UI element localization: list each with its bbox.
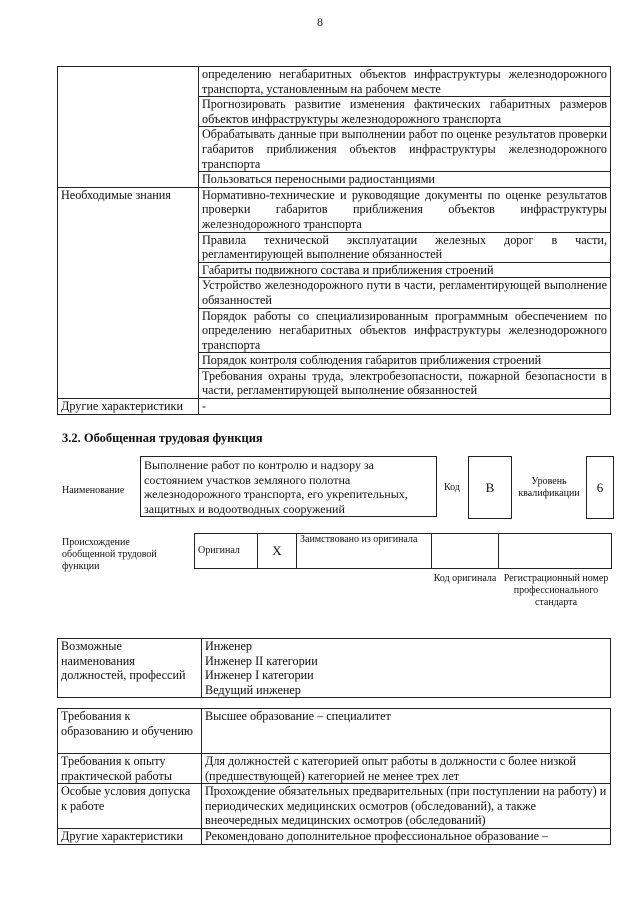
knowledge-item: Устройство железнодорожного пути в части, регламентирующей выполнение обязанностей <box>199 278 611 308</box>
qualification-level-label: Уровень квалификации <box>518 476 580 499</box>
knowledge-item: Порядок работы со специализированным программным обеспечением по определению негабаритных объектов инфраструктуры железнодорожного транспорта <box>199 308 611 353</box>
position-item: Инженер II категории <box>205 653 318 668</box>
knowledge-item: Нормативно-технические и руководящие документы по оценке результатов проверки габаритов приближения объектов инфраструктуры железнодорожного транспорта <box>199 187 611 232</box>
borrowed-label: Заимствовано из оригинала <box>297 534 432 569</box>
requirement-value: Высшее образование – специалитет <box>202 709 611 754</box>
code-label: Код <box>444 482 460 493</box>
skill-item: определению негабаритных объектов инфраструктуры железнодорожного транспорта, установленным на рабочем месте <box>199 67 611 97</box>
other-characteristics-value: - <box>199 399 611 415</box>
requirement-value: Для должностей с категорией опыт работы в должности с более низкой (предшествующей) категорией не менее трех лет <box>202 754 611 784</box>
requirements-table <box>57 708 611 845</box>
position-item: Инженер <box>205 639 253 653</box>
skill-item: Прогнозировать развитие изменения фактических габаритных размеров объектов инфраструктуры железнодорожного транспорта <box>199 97 611 127</box>
original-code-cell <box>432 534 499 569</box>
section-title: 3.2. Обобщенная трудовая функция <box>62 431 263 445</box>
positions-label: Возможные наименования должностей, профессий <box>58 639 202 698</box>
other-characteristics-label: Другие характеристики <box>58 399 199 415</box>
requirement-value: Рекомендовано дополнительное профессиональное образование – <box>202 828 611 844</box>
original-mark: X <box>258 534 297 569</box>
origin-table <box>194 533 612 569</box>
requirement-label: Требования к образованию и обучению <box>58 709 202 754</box>
requirement-label: Требования к опыту практической работы <box>58 754 202 784</box>
skill-item: Пользоваться переносными радиостанциями <box>199 172 611 188</box>
requirement-label: Другие характеристики <box>58 828 202 844</box>
knowledge-item: Правила технической эксплуатации железных дорог в части, регламентирующей выполнение обязанностей <box>199 232 611 262</box>
original-label: Оригинал <box>195 534 258 569</box>
registration-number-caption: Регистрационный номер профессионального стандарта <box>503 573 609 608</box>
function-name-box: Выполнение работ по контролю и надзору за состоянием участков земляного полотна железнодорожного транспорта, его укрепительных, защитных и водоотводных сооружений <box>140 456 437 517</box>
registration-number-cell <box>499 534 612 569</box>
knowledge-label: Необходимые знания <box>58 187 199 398</box>
skill-item: Обрабатывать данные при выполнении работ по оценке результатов проверки габаритов приближения объектов инфраструктуры железнодорожного транспорта <box>199 127 611 172</box>
knowledge-item: Габариты подвижного состава и приближения строений <box>199 262 611 278</box>
knowledge-item: Требования охраны труда, электробезопасности, пожарной безопасности в части, регламентирующей выполнение обязанностей <box>199 368 611 398</box>
code-value-box: В <box>468 456 512 519</box>
requirement-label: Особые условия допуска к работе <box>58 784 202 829</box>
positions-table <box>57 638 611 698</box>
knowledge-table <box>57 66 611 415</box>
original-code-caption: Код оригинала <box>433 573 497 584</box>
position-item: Ведущий инженер <box>205 682 301 697</box>
page-number: 8 <box>317 15 323 29</box>
knowledge-item: Порядок контроля соблюдения габаритов приближения строений <box>199 353 611 369</box>
requirement-value: Прохождение обязательных предварительных (при поступлении на работу) и периодических медицинских осмотров (обследований), а также внеочередных медицинских осмотров (обследований) <box>202 784 611 829</box>
name-label: Наименование <box>62 485 125 496</box>
positions-list <box>202 639 611 698</box>
position-item: Инженер I категории <box>205 668 314 683</box>
qualification-level-value: 6 <box>586 456 614 519</box>
origin-label: Происхождение обобщенной трудовой функции <box>62 537 157 572</box>
skills-label-cell <box>58 67 199 188</box>
